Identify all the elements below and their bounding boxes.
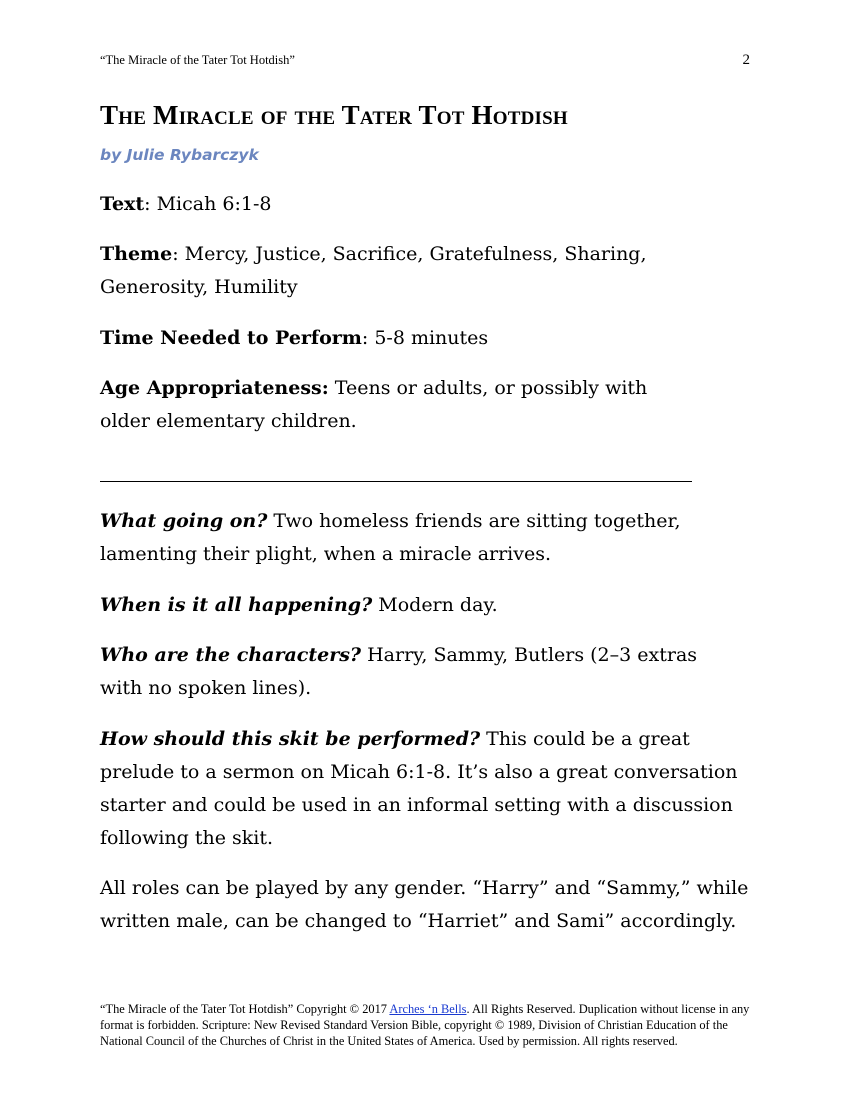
- age-value: Teens or adults, or possibly with older elementary children.: [100, 377, 648, 432]
- author-byline: by Julie Rybarczyk: [100, 146, 259, 164]
- theme-field: [100, 238, 760, 304]
- footer-text: . All Rights Reserved. Duplication without license in any format is forbidden. Scripture: New Revised Standard Version Bible, copyright © 1989, Division of Christian Education of the National Council of the Churches of Christ in the United States of America. Used by permission. All rights reserved.: [100, 1002, 750, 1049]
- running-header: [100, 52, 750, 69]
- copyright-footer: [100, 1001, 752, 1050]
- page-number: 2: [742, 52, 750, 68]
- question-label: Who are the characters?: [100, 644, 362, 666]
- running-title: “The Miracle of the Tater Tot Hotdish”: [100, 53, 295, 67]
- time-label: Time Needed to Perform: [100, 327, 362, 349]
- separator-rule: [100, 481, 692, 482]
- answer-text: This could be a great prelude to a sermon on Micah 6:1-8. It’s also a great conversation starter and could be used in an informal setting with a discussion following the skit.: [100, 728, 738, 849]
- time-field: [100, 322, 760, 355]
- question-what: [100, 505, 690, 571]
- theme-label: Theme: [100, 243, 173, 265]
- answer-text: Modern day.: [372, 594, 498, 616]
- footer-text: “The Miracle of the Tater Tot Hotdish” Copyright © 2017: [100, 1002, 390, 1016]
- question-label: What going on?: [100, 510, 268, 532]
- question-how: [100, 723, 760, 855]
- text-label: Text: [100, 193, 145, 215]
- question-label: When is it all happening?: [100, 594, 373, 616]
- question-who: [100, 639, 740, 705]
- text-field: [100, 188, 760, 221]
- document-page: [100, 0, 750, 1100]
- question-when: [100, 589, 760, 622]
- text-value: : Micah 6:1-8: [144, 193, 272, 215]
- roles-note: All roles can be played by any gender. “Harry” and “Sammy,” while written male, can be changed to “Harriet” and Sami” accordingly.: [100, 877, 749, 932]
- question-label: How should this skit be performed?: [100, 728, 481, 750]
- document-title: The Miracle of the Tater Tot Hotdish: [100, 100, 568, 130]
- theme-value: : Mercy, Justice, Sacrifice, Gratefulness, Sharing, Generosity, Humility: [100, 243, 647, 298]
- arches-n-bells-link[interactable]: Arches ‘n Bells: [389, 1002, 467, 1016]
- age-label: Age Appropriateness:: [100, 377, 329, 399]
- answer-text: Two homeless friends are sitting together, lamenting their plight, when a miracle arrives.: [100, 510, 681, 565]
- age-field: [100, 372, 700, 438]
- time-value: : 5-8 minutes: [361, 327, 489, 349]
- answer-text: Harry, Sammy, Butlers (2–3 extras with no spoken lines).: [100, 644, 698, 699]
